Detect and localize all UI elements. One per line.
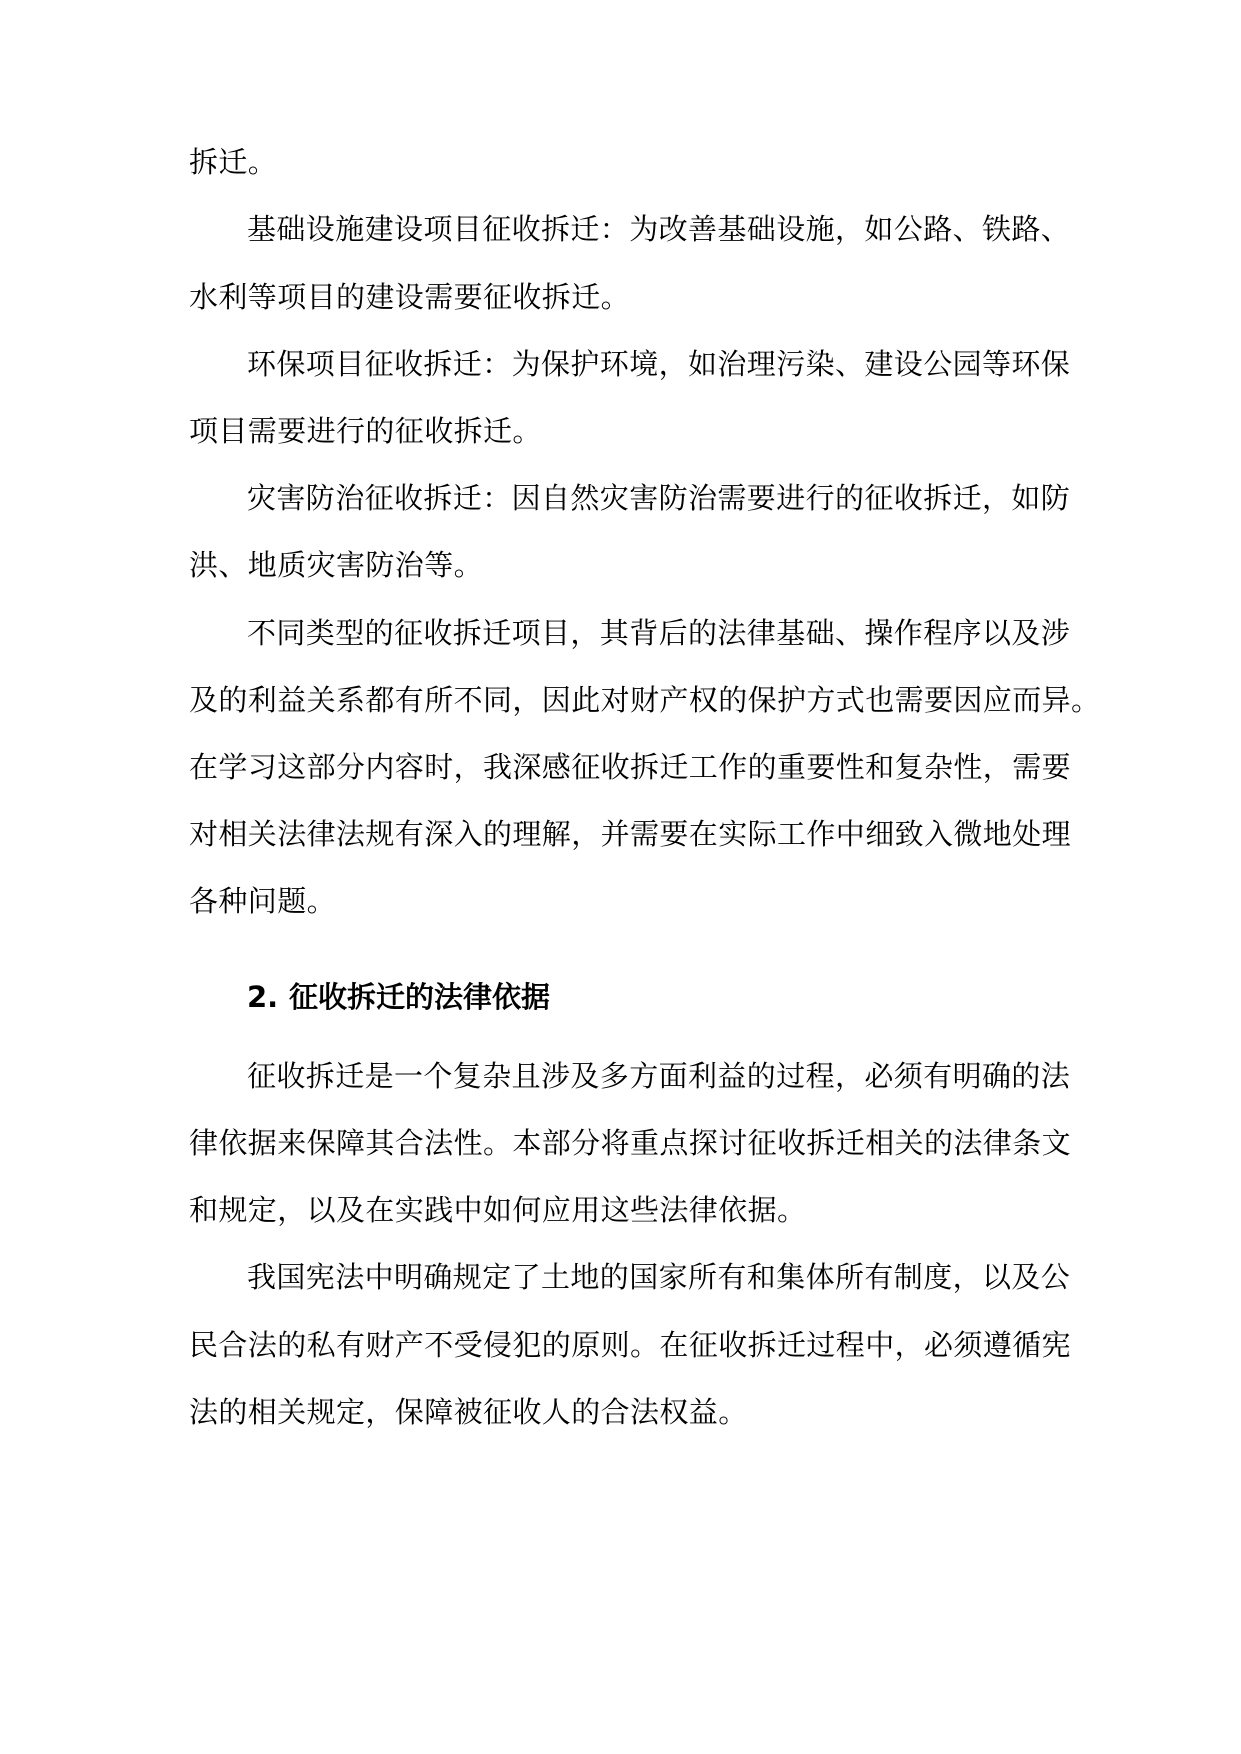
- paragraph-line: 基础设施建设项目征收拆迁：为改善基础设施，如公路、铁路、: [247, 212, 1071, 246]
- section-title: 征收拆迁的法律依据: [289, 980, 551, 1014]
- paragraph-line: 灾害防治征收拆迁：因自然灾害防治需要进行的征收拆迁，如防: [247, 481, 1071, 515]
- paragraph-line: 洪、地质灾害防治等。: [189, 548, 484, 582]
- paragraph-line: 法的相关规定，保障被征收人的合法权益。: [189, 1395, 748, 1429]
- paragraph-line: 项目需要进行的征收拆迁。: [189, 414, 542, 448]
- paragraph-line: 民合法的私有财产不受侵犯的原则。在征收拆迁过程中，必须遵循宪: [189, 1328, 1072, 1362]
- paragraph-line: 对相关法律法规有深入的理解，并需要在实际工作中细致入微地处理: [189, 817, 1072, 851]
- paragraph-line: 征收拆迁是一个复杂且涉及多方面利益的过程，必须有明确的法: [247, 1059, 1071, 1093]
- paragraph-line: 水利等项目的建设需要征收拆迁。: [189, 280, 631, 314]
- paragraph-line: 和规定，以及在实践中如何应用这些法律依据。: [189, 1193, 807, 1227]
- paragraph-line: 及的利益关系都有所不同，因此对财产权的保护方式也需要因应而异。: [189, 683, 1101, 717]
- paragraph-line: 在学习这部分内容时，我深感征收拆迁工作的重要性和复杂性，需要: [189, 750, 1072, 784]
- paragraph-line: 我国宪法中明确规定了土地的国家所有和集体所有制度，以及公: [247, 1260, 1071, 1294]
- section-number: 2.: [247, 980, 279, 1014]
- section-heading: [247, 975, 550, 1019]
- paragraph-line: 环保项目征收拆迁：为保护环境，如治理污染、建设公园等环保: [247, 347, 1071, 381]
- paragraph-line: 律依据来保障其合法性。本部分将重点探讨征收拆迁相关的法律条文: [189, 1126, 1072, 1160]
- paragraph-line: 拆迁。: [189, 145, 278, 179]
- paragraph-line: 各种问题。: [189, 884, 337, 918]
- paragraph-line: 不同类型的征收拆迁项目，其背后的法律基础、操作程序以及涉: [247, 616, 1071, 650]
